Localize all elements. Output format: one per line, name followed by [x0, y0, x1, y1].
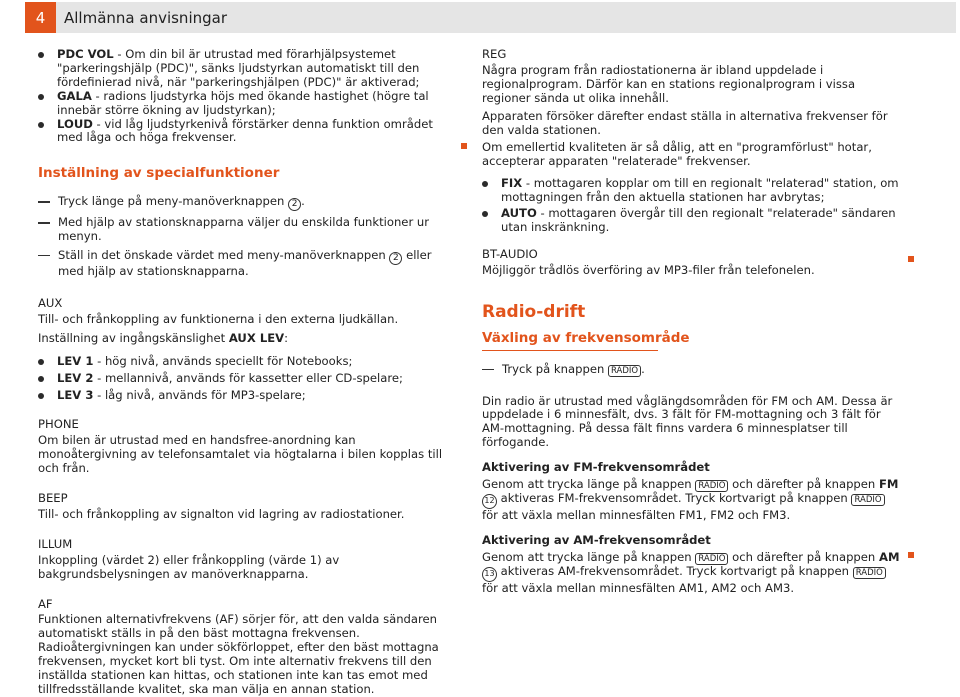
reg-title: REG — [482, 47, 507, 61]
reg-text-1: Några program från radiostationerna är ibland uppdelade i regionalprogram. Därför kan en stations regionalprogram i vissa regioner sända ut olika innehåll. — [482, 62, 856, 105]
ref-2-icon: 2 — [389, 252, 402, 265]
fm-text: Genom att trycka länge på knappen RADIO och därefter på knappen FM 12 aktiveras FM-frekvensområdet. Tryck kortvarigt på knappen RADIO för att växla mellan minnesfälten FM1, FM2 och FM3. — [482, 477, 899, 522]
step-press-radio: Tryck på knappen RADIO . — [482, 363, 902, 377]
band-switch-heading: Växling av frekvensområde — [482, 329, 690, 346]
section-end-marker — [908, 552, 914, 558]
bt-audio-text: Möjliggör trådlös överföring av MP3-filer från telefonelen. — [482, 262, 815, 277]
radio-key-icon: RADIO — [851, 494, 884, 506]
fm-heading: Aktivering av FM-frekvensområdet — [482, 460, 710, 475]
ref-13-icon: 13 — [482, 567, 497, 582]
af-title: AF — [38, 596, 53, 611]
heading-underline — [482, 350, 658, 351]
illum-text: Inkoppling (värdet 2) eller frånkoppling (värde 1) av bakgrundsbelysningen av manöverknapparna. — [38, 552, 340, 581]
bullet-pdc-vol: PDC VOL - Om din bil är utrustad med förarhjälpsystemet "parkeringshjälp (PDC)", sänks ljudstyrkan automatiskt till den fördefinierad nivå, när "parkeringshjälpen (PDC)" är aktiverad; — [38, 48, 458, 90]
bullet-auto: AUTO - mottagaren övergår till den regionalt "relaterade" sändaren utan inskränkning. — [482, 207, 902, 235]
aux-text: Till- och frånkoppling av funktionerna i den externa ljudkällan. — [38, 311, 399, 326]
am-text: Genom att trycka länge på knappen RADIO och därefter på knappen AM 13 aktiveras AM-frekvensområdet. Tryck kortvarigt på knappen RADIO för att växla mellan minnesfälten AM1, AM2 och AM3. — [482, 550, 900, 595]
phone-text: Om bilen är utrustad med en handsfree-anordning kan monoåtergivning av telefonsamtalet via högtalarna i bilen kopplas till och från. — [38, 433, 443, 476]
radio-key-icon: RADIO — [695, 480, 728, 492]
reg-text-3: Om emellertid kvaliteten är så dålig, att en "programförlust" hotar, accepterar apparaten "relaterade" frekvenser. — [482, 140, 872, 169]
bullet-lev-1: LEV 1 - hög nivå, används speciellt för Notebooks; — [38, 355, 458, 369]
reg-text-2: Apparaten försöker därefter endast ställa in alternativa frekvenser för den valda stationen. — [482, 108, 888, 137]
bullet-lev-2: LEV 2 - mellannivå, används för kassetter eller CD-spelare; — [38, 372, 458, 386]
radio-key-icon: RADIO — [608, 365, 641, 377]
phone-title: PHONE — [38, 417, 79, 432]
section-end-marker — [908, 256, 914, 262]
special-functions-heading: Inställning av specialfunktioner — [38, 165, 280, 182]
page-header — [0, 0, 960, 34]
section-end-marker — [461, 143, 467, 149]
ref-2-icon: 2 — [288, 198, 301, 211]
radio-key-icon: RADIO — [853, 567, 886, 579]
beep-text: Till- och frånkoppling av signalton vid lagring av radiostationer. — [38, 506, 405, 521]
bt-audio-title: BT-AUDIO — [482, 246, 538, 261]
bullet-gala: GALA - radions ljudstyrka höjs med ökande hastighet (högre tal innebär större ökning av ljudstyrkan); — [38, 90, 458, 118]
step-select-function: Med hjälp av stationsknapparna väljer du enskilda funktioner ur menyn. — [38, 216, 458, 244]
ref-12-icon: 12 — [482, 494, 497, 509]
band-text: Din radio är utrustad med våglängdsområden för FM och AM. Dessa är uppdelade i 6 minnesfält, dvs. 3 fält för FM-mottagning och 3 fält för AM-mottagning. På dessa fält finns vardera 6 minnesplatser till förfogande. — [482, 393, 893, 450]
step-long-press: Tryck länge på meny-manöverknappen 2 . — [38, 195, 458, 211]
left-column — [38, 48, 458, 697]
chapter-title: Allmänna anvisningar — [56, 2, 956, 33]
right-column — [482, 48, 902, 596]
step-set-value: Ställ in det önskade värdet med meny-manöverknappen 2 eller med hjälp av stationsknapparna. — [38, 249, 458, 279]
radio-mode-heading: Radio-drift — [482, 301, 586, 322]
beep-title: BEEP — [38, 491, 68, 506]
page-number: 4 — [25, 2, 56, 33]
am-heading: Aktivering av AM-frekvensområdet — [482, 533, 711, 548]
af-text: Funktionen alternativfrekvens (AF) sörjer för, att den valda sändaren automatiskt ställs in på den bäst mottagna frekvensen. Radioåtergivningen kan under sökförloppet, efter den bäst mottagna frekvensen, mycket kort bli tyst. Om inte alternativ frekvens till den inställda stationen kan hittas, och stationen inte kan tas emot med tillfredsställande kvalitet, ska man välja en annan station. — [38, 612, 439, 696]
bullet-loud: LOUD - vid låg ljudstyrkenivå förstärker denna funktion området med låga och höga frekvenser. — [38, 118, 458, 146]
bullet-fix: FIX - mottagaren kopplar om till en regionalt "relaterad" station, om mottagningen från den aktuella stationen har avbrytas; — [482, 177, 902, 205]
illum-title: ILLUM — [38, 536, 73, 551]
aux-lev-text: Inställning av ingångskänslighet AUX LEV: — [38, 330, 289, 345]
bullet-lev-3: LEV 3 - låg nivå, används för MP3-spelare; — [38, 389, 458, 403]
aux-title: AUX — [38, 295, 63, 310]
radio-key-icon: RADIO — [695, 553, 728, 565]
